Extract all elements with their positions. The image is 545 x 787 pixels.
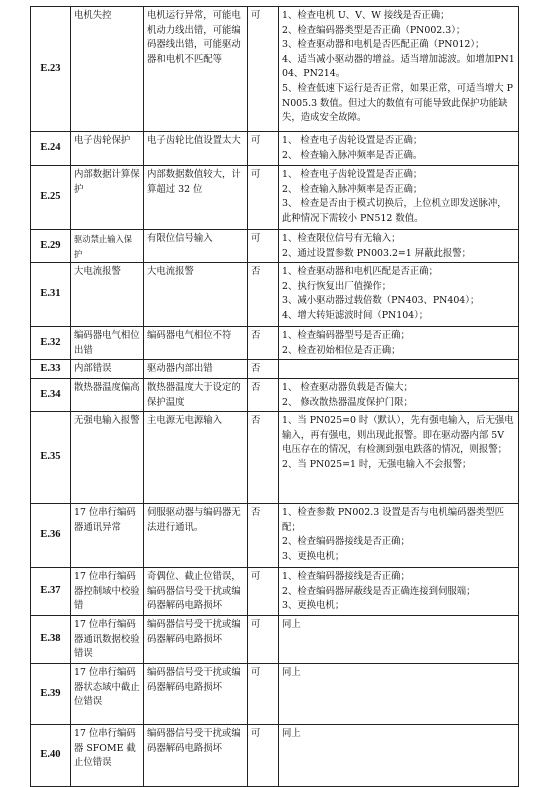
alarm-code: E.25 [31,166,71,230]
clearable-flag: 可 [248,724,279,786]
handling-step: 2、 检查输入脉冲频率是否正确。 [282,149,423,161]
handling-steps [279,378,519,411]
alarm-name: 电子齿轮保护 [71,132,144,166]
handling-steps [279,663,519,724]
table-row [31,327,519,360]
handling-step: 2、检查编码器屏蔽线是否正确连接到伺服端； [282,585,476,597]
handling-step: 1、检查驱动器和电机匹配是否正确； [282,266,438,278]
table-row [31,263,519,327]
handling-step: 4、增大转矩滤波时间（PN104）； [282,309,429,321]
alarm-cause: 电机运行异常，可能电机动力线出错，可能编码器线出错，可能驱动器和电机不匹配等 [144,7,248,132]
handling-steps [279,568,519,616]
handling-step: 1、检查电机 U、V、W 接线是否正确； [282,10,450,21]
handling-step: 2、执行恢复出厂值操作； [282,280,392,292]
alarm-code: E.32 [31,327,71,360]
handling-steps [279,360,519,379]
table-row [31,132,519,166]
alarm-name: 电机失控 [71,7,144,132]
handling-step: 1、 检查电子齿轮设置是否正确； [282,135,423,146]
table-row [31,504,519,568]
handling-step: 3、检查驱动器和电机是否匹配正确（PN012）； [282,39,485,51]
handling-step: 1、检查限位信号有无输入； [282,233,401,244]
alarm-name: 17 位串行编码器控制域中校验错 [71,568,144,616]
alarm-code: E.34 [31,378,71,411]
alarm-name: 17 位串行编码器状态域中截止位错误 [71,663,144,724]
handling-step: 5、检查低速下运行是否正常，如果正常，可适当增大 PN005.3 数值。但过大的数值有可能导致此保护功能缺失，造成安全故障。 [282,82,513,124]
handling-steps [279,615,519,663]
handling-step: 同上 [282,727,301,739]
clearable-flag: 可 [248,230,279,263]
handling-steps [279,230,519,263]
alarm-cause: 散热器温度大于设定的保护温度 [144,378,248,411]
handling-steps [279,412,519,504]
table-row [31,615,519,663]
alarm-cause: 奇偶位、截止位错误，编码器信号受干扰或编码器解码电路损坏 [144,568,248,616]
handling-step: 1、 检查电子齿轮设置是否正确； [282,169,423,180]
handling-step: 1、检查编码器型号是否正确； [282,330,410,342]
alarm-name: 编码器电气相位出错 [71,327,144,360]
alarm-code: E.23 [31,7,71,132]
clearable-flag: 否 [248,360,279,379]
alarm-cause: 有限位信号输入 [144,230,248,263]
clearable-flag: 否 [248,504,279,568]
handling-step: 同上 [282,618,301,630]
clearable-flag: 否 [248,327,279,360]
alarm-code: E.24 [31,132,71,166]
alarm-cause: 电子齿轮比值设置太大 [144,132,248,166]
alarm-code-table [30,6,519,787]
handling-step: 3、更换电机； [282,550,345,562]
handling-step: 2、当 PN025=1 时，无强电输入不会报警； [282,458,472,470]
alarm-cause: 内部数据数值较大，计算超过 32 位 [144,166,248,230]
table-row [31,663,519,724]
alarm-code: E.31 [31,263,71,327]
clearable-flag: 可 [248,166,279,230]
alarm-cause: 编码器信号受干扰或编码器解码电路损坏 [144,724,248,786]
clearable-flag: 可 [248,7,279,132]
handling-steps [279,7,519,132]
alarm-code: E.37 [31,568,71,616]
handling-steps [279,166,519,230]
handling-steps [279,504,519,568]
handling-step: 4、适当减小驱动器的增益。适当增加滤波。如增加PN104、PN214。 [282,53,515,80]
handling-step: 2、检查初始相位是否正确； [282,344,401,356]
alarm-code: E.36 [31,504,71,568]
handling-step: 2、检查编码器接线是否正确； [282,536,410,548]
alarm-cause: 主电源无电源输入 [144,412,248,504]
alarm-name: 17 位串行编码器通讯异常 [71,504,144,568]
alarm-name: 驱动禁止输入保护 [71,230,144,263]
alarm-code: E.38 [31,615,71,663]
alarm-name: 17 位串行编码器通讯数据校验错误 [71,615,144,663]
handling-step: 2、 修改散热器温度保护门限； [282,396,413,408]
handling-step: 3、减小驱动器过载倍数（PN403、PN404）； [282,295,480,307]
table-row [31,412,519,504]
alarm-name: 17 位串行编码器 SFOME 截止位错误 [71,724,144,786]
handling-step: 2、通过设置参数 PN003.2=1 屏蔽此报警； [282,247,471,259]
alarm-name: 大电流报警 [71,263,144,327]
clearable-flag: 否 [248,378,279,411]
alarm-cause: 编码器信号受干扰或编码器解码电路损坏 [144,663,248,724]
alarm-name: 散热器温度偏高 [71,378,144,411]
table-row [31,360,519,379]
table-row [31,7,519,132]
alarm-name: 无强电输入报警 [71,412,144,504]
handling-step: 2、 检查输入脉冲频率是否正确； [282,183,423,195]
alarm-code: E.29 [31,230,71,263]
alarm-code: E.40 [31,724,71,786]
clearable-flag: 可 [248,615,279,663]
handling-steps [279,724,519,786]
alarm-cause: 编码器信号受干扰或编码器解码电路损坏 [144,615,248,663]
clearable-flag: 可 [248,132,279,166]
alarm-table-body [31,7,519,787]
handling-steps [279,263,519,327]
handling-steps [279,132,519,166]
handling-step: 2、检查编码器类型是否正确（PN002.3）； [282,24,466,36]
clearable-flag: 可 [248,568,279,616]
handling-step: 1、检查编码器接线是否正确； [282,571,410,583]
alarm-code-table-page [30,6,518,787]
alarm-cause: 编码器电气相位不符 [144,327,248,360]
handling-step: 1、检查参数 PN002.3 设置是否与电机编码器类型匹配； [282,507,505,533]
handling-step: 同上 [282,666,301,678]
table-row [31,166,519,230]
alarm-cause: 大电流报警 [144,263,248,327]
alarm-name: 内部数据计算保护 [71,166,144,230]
table-row [31,724,519,786]
alarm-code: E.33 [31,360,71,379]
alarm-code: E.35 [31,412,71,504]
alarm-code: E.39 [31,663,71,724]
handling-step: 1、 检查驱动器负载是否偏大； [282,381,413,393]
alarm-cause: 伺服驱动器与编码器无法进行通讯。 [144,504,248,568]
handling-step: 3、 检查是否由于模式切换后，上位机立即发送脉冲，此种情况下需较小 PN512 数值。 [282,198,507,224]
handling-step: 3、更换电机； [282,600,345,612]
alarm-cause: 驱动器内部出错 [144,360,248,379]
clearable-flag: 可 [248,663,279,724]
clearable-flag: 否 [248,412,279,504]
table-row [31,378,519,411]
handling-step: 1、当 PN025=0 时（默认），先有强电输入，后无强电输入，再有强电，则出现此报警。即在驱动器内部 5V 电压存在的情况，有检测到强电跌落的情况，则报警； [282,415,514,456]
alarm-name: 内部错误 [71,360,144,379]
table-row [31,230,519,263]
clearable-flag: 否 [248,263,279,327]
handling-steps [279,327,519,360]
table-row [31,568,519,616]
